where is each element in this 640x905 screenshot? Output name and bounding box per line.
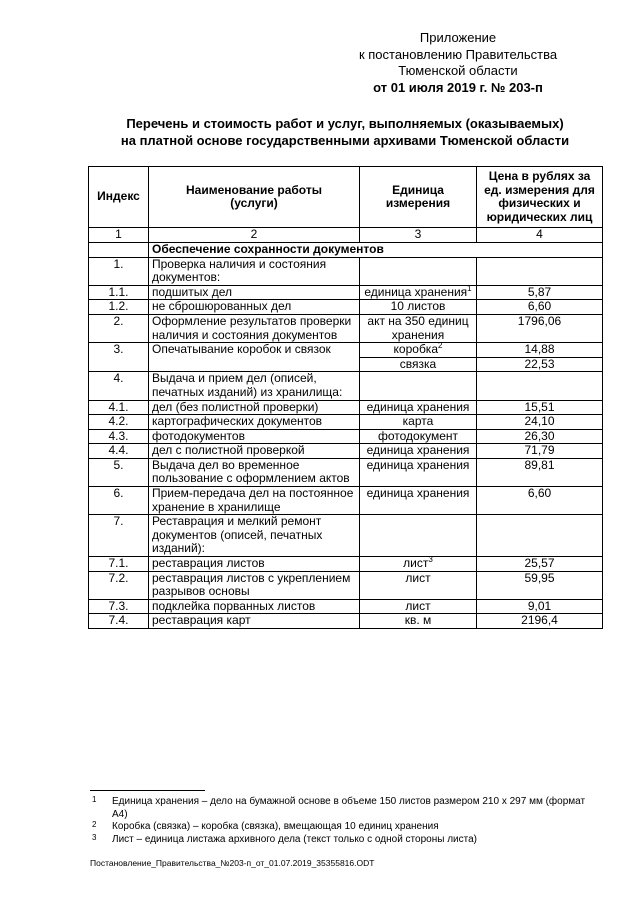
table-row — [89, 400, 603, 415]
row-price-text: 71,79 — [524, 443, 555, 458]
row-name — [149, 487, 360, 515]
row-price — [477, 285, 603, 300]
row-name — [149, 599, 360, 614]
file-name: Постановление_Правительства_№203-п_от_01.07.2019_35355816.ODT — [90, 858, 375, 868]
row-index — [89, 429, 149, 444]
table-row — [89, 314, 603, 342]
row-price-text: 59,95 — [524, 570, 555, 585]
row-price — [477, 429, 603, 444]
row-index-text: 4. — [113, 371, 124, 386]
column-number-row — [89, 228, 603, 243]
row-name — [149, 285, 360, 300]
row-index-text: 1. — [113, 256, 124, 271]
header-unit: Единица измерения — [360, 167, 477, 228]
header-price: Цена в рублях за ед. измерения для физических и юридических лиц — [477, 167, 603, 228]
row-price — [477, 372, 603, 400]
row-name — [149, 314, 360, 342]
row-price-text: 5,87 — [527, 284, 552, 299]
row-price-text: 25,57 — [524, 556, 555, 571]
row-price — [477, 314, 603, 342]
row-name-text: Оформление результатов проверки наличия и состояния документов — [152, 313, 352, 342]
title-line-2: на платной основе государственными архивами Тюменской области — [120, 132, 570, 148]
row-name-text: не сброшюрованных дел — [152, 299, 292, 314]
footnote-ref: 2 — [438, 341, 443, 351]
row-price — [477, 444, 603, 459]
row-name — [149, 400, 360, 415]
row-name — [149, 343, 360, 358]
row-unit-text: единица хранения — [366, 457, 470, 472]
table-row — [89, 557, 603, 572]
row-name-text: Опечатывание коробок и связок — [152, 342, 331, 357]
row-index — [89, 257, 149, 285]
row-name — [149, 614, 360, 629]
document-title — [90, 116, 600, 149]
header-decree: к постановлению Правительства — [358, 46, 558, 62]
table-row — [89, 300, 603, 315]
row-index — [89, 343, 149, 358]
row-price — [477, 515, 603, 557]
table-row — [89, 257, 603, 285]
row-name — [149, 557, 360, 572]
row-index — [89, 599, 149, 614]
row-index-text: 1.1. — [108, 284, 129, 299]
row-price-text: 2196,4 — [521, 613, 558, 628]
table-row — [89, 599, 603, 614]
row-name — [149, 257, 360, 285]
table-row — [89, 458, 603, 486]
row-index — [89, 285, 149, 300]
row-unit — [360, 343, 477, 358]
table-row — [89, 343, 603, 358]
table-body — [89, 257, 603, 628]
row-index-text: 4.2. — [108, 414, 129, 429]
col-num-2: 2 — [149, 228, 360, 243]
row-price-text: 14,88 — [524, 342, 555, 357]
footnote-text: Коробка (связка) – коробка (связка), вмещающая 10 единиц хранения — [112, 821, 439, 832]
row-index — [89, 314, 149, 342]
table-row — [89, 487, 603, 515]
document-header — [328, 30, 588, 96]
row-index — [89, 458, 149, 486]
row-name — [149, 515, 360, 557]
row-price-text: 1796,06 — [517, 313, 562, 328]
footnote — [90, 796, 590, 821]
row-unit — [360, 557, 477, 572]
row-name-text: фотодокументов — [152, 428, 245, 443]
row-index-text: 6. — [113, 486, 124, 501]
row-unit — [360, 400, 477, 415]
row-unit — [360, 458, 477, 486]
row-price-text: 24,10 — [524, 414, 555, 429]
row-index-text: 4.1. — [108, 399, 129, 414]
col-num-3: 3 — [360, 228, 477, 243]
row-price-text: 22,53 — [524, 356, 555, 371]
table-row — [89, 357, 603, 372]
row-index — [89, 614, 149, 629]
row-index — [89, 487, 149, 515]
row-name-text: картографических документов — [152, 414, 323, 429]
row-unit — [360, 599, 477, 614]
row-price — [477, 557, 603, 572]
row-price — [477, 343, 603, 358]
row-unit-text: связка — [399, 356, 437, 371]
row-name — [149, 372, 360, 400]
row-index-text: 4.4. — [108, 443, 129, 458]
header-index: Индекс — [89, 167, 149, 228]
row-name-text: реставрация листов — [152, 556, 265, 571]
row-name-text: Выдача и прием дел (описей, печатных изданий) из хранилища: — [152, 371, 343, 399]
row-unit-text: акт на 350 единиц хранения — [367, 313, 469, 342]
row-index-text: 7.3. — [108, 598, 129, 613]
header-date: от 01 июля 2019 г. № 203-п — [373, 79, 543, 95]
footnotes — [90, 796, 590, 846]
row-price-text: 9,01 — [527, 598, 552, 613]
table-row — [89, 515, 603, 557]
footnote-mark: 2 — [92, 820, 97, 829]
header-appendix: Приложение — [419, 30, 497, 45]
row-unit-text: единица хранения — [366, 486, 470, 501]
row-unit — [360, 571, 477, 599]
row-price — [477, 571, 603, 599]
table-row — [89, 614, 603, 629]
row-index-text: 2. — [113, 313, 124, 328]
row-index — [89, 300, 149, 315]
title-line-1: Перечень и стоимость работ и услуг, выполняемых (оказываемых) — [126, 116, 564, 131]
footnote-ref: 1 — [467, 283, 472, 293]
row-unit-text: 10 листов — [390, 299, 446, 314]
table-row — [89, 429, 603, 444]
row-name-text: дел (без полистной проверки) — [152, 399, 319, 414]
row-name — [149, 571, 360, 599]
row-price-text: 15,51 — [524, 399, 555, 414]
row-index — [89, 571, 149, 599]
row-price — [477, 599, 603, 614]
row-price — [477, 487, 603, 515]
row-index-text: 7.4. — [108, 613, 129, 628]
row-name — [149, 300, 360, 315]
row-unit-text: кв. м — [404, 613, 432, 628]
footnote-ref: 3 — [428, 555, 433, 565]
header-region: Тюменской области — [398, 63, 518, 78]
row-name-text: Выдача дел во временное пользование с оформлением актов — [152, 457, 350, 486]
row-index — [89, 444, 149, 459]
footnote — [90, 834, 590, 847]
row-unit — [360, 257, 477, 285]
row-name — [149, 429, 360, 444]
section-row — [89, 242, 603, 257]
row-price — [477, 415, 603, 430]
row-name-text: подклейка порванных листов — [152, 598, 316, 613]
row-unit — [360, 357, 477, 372]
row-name-text: дел с полистной проверкой — [152, 443, 305, 458]
footnote-divider — [90, 790, 205, 791]
footnote-mark: 3 — [92, 832, 97, 842]
row-unit-text: единица хранения — [364, 284, 468, 299]
row-index — [89, 357, 149, 372]
row-name — [149, 357, 360, 372]
footnote-text: Единица хранения – дело на бумажной основе в объеме 150 листов размером 210 х 297 мм (формат А4) — [112, 796, 586, 820]
table-row — [89, 571, 603, 599]
row-unit — [360, 444, 477, 459]
table-row — [89, 415, 603, 430]
row-unit — [360, 429, 477, 444]
row-index-text: 3. — [113, 342, 124, 357]
row-unit-text: единица хранения — [366, 399, 470, 414]
row-unit-text: карта — [402, 414, 434, 429]
price-table — [88, 166, 603, 629]
table-row — [89, 372, 603, 400]
row-unit-text: лист — [403, 556, 429, 571]
footnote-text: Лист – единица листажа архивного дела (текст только с одной стороны листа) — [112, 833, 477, 845]
row-name — [149, 458, 360, 486]
row-name-text: реставрация карт — [152, 613, 251, 628]
footnote-mark: 1 — [92, 795, 97, 804]
row-name-text: Прием-передача дел на постоянное хранение в хранилище — [152, 486, 354, 514]
section-title: Обеспечение сохранности документов — [149, 242, 603, 257]
row-unit-text: лист — [405, 598, 431, 613]
row-unit — [360, 285, 477, 300]
table-row — [89, 444, 603, 459]
row-unit-text: лист — [405, 570, 431, 585]
row-unit-text: коробка — [393, 342, 438, 357]
row-index — [89, 400, 149, 415]
footnote — [90, 821, 590, 834]
row-name — [149, 444, 360, 459]
row-price — [477, 458, 603, 486]
row-price — [477, 400, 603, 415]
row-price-text: 26,30 — [524, 428, 555, 443]
row-name-text: Реставрация и мелкий ремонт документов (описей, печатных изданий): — [152, 514, 323, 556]
row-unit — [360, 372, 477, 400]
row-price-text: 6,60 — [527, 299, 552, 314]
row-index-text: 4.3. — [108, 428, 129, 443]
row-unit — [360, 314, 477, 342]
row-unit — [360, 415, 477, 430]
row-unit — [360, 487, 477, 515]
row-index-text: 7. — [113, 514, 124, 529]
row-price-text: 6,60 — [527, 486, 552, 501]
row-price — [477, 257, 603, 285]
row-price — [477, 300, 603, 315]
col-num-4: 4 — [477, 228, 603, 243]
row-index — [89, 415, 149, 430]
row-price-text: 89,81 — [524, 457, 555, 472]
row-index-text: 1.2. — [108, 299, 129, 314]
row-index — [89, 557, 149, 572]
row-unit-text: единица хранения — [366, 443, 470, 458]
col-num-1: 1 — [89, 228, 149, 243]
table-row — [89, 285, 603, 300]
row-price — [477, 357, 603, 372]
row-name-text: подшитых дел — [152, 284, 232, 299]
row-index — [89, 372, 149, 400]
table-header-row — [89, 167, 603, 228]
row-unit — [360, 515, 477, 557]
header-name: Наименование работы (услуги) — [149, 167, 360, 228]
row-index-text: 5. — [113, 457, 124, 472]
row-name-text: реставрация листов с укреплением разрывов основы — [152, 570, 351, 599]
row-name — [149, 415, 360, 430]
row-price — [477, 614, 603, 629]
row-unit — [360, 300, 477, 315]
row-index-text: 7.2. — [108, 570, 129, 585]
row-name-text: Проверка наличия и состояния документов: — [152, 256, 327, 285]
row-unit — [360, 614, 477, 629]
row-index — [89, 515, 149, 557]
row-index-text: 7.1. — [108, 556, 129, 571]
row-unit-text: фотодокумент — [377, 428, 459, 443]
